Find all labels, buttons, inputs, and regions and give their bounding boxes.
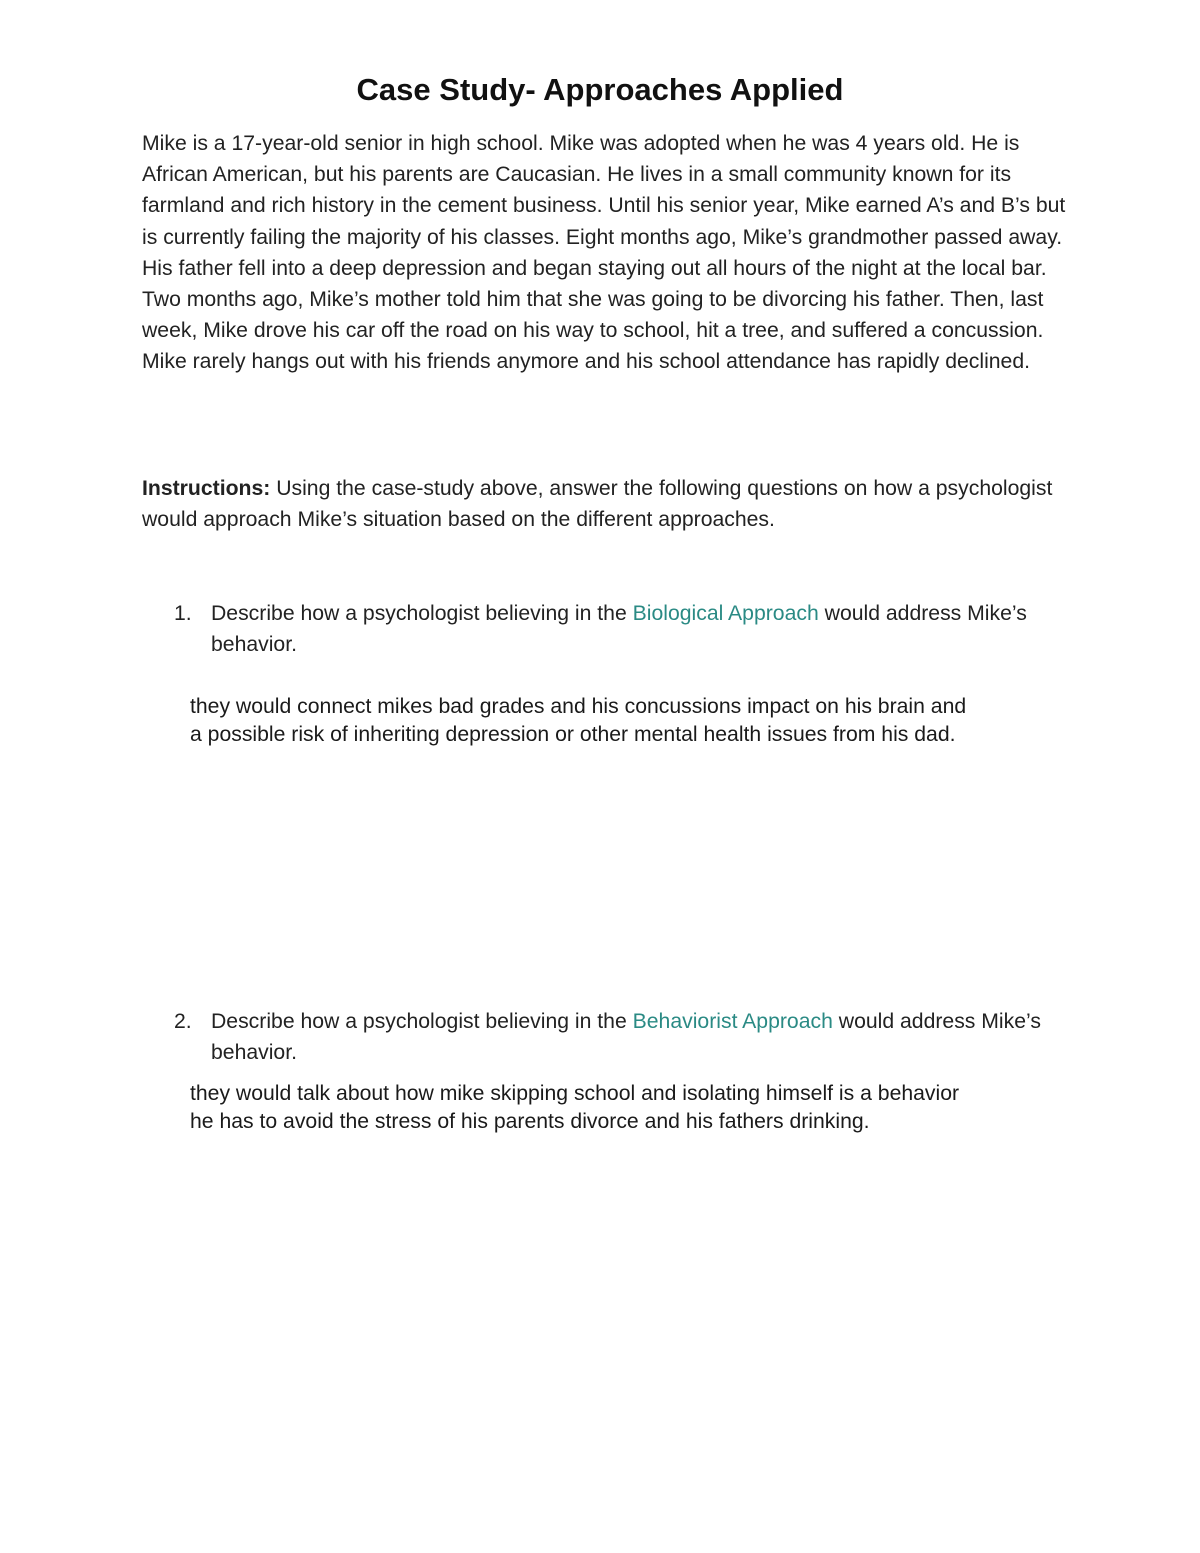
answer-1: they would connect mikes bad grades and his concussions impact on his brain and a possible risk of inheriting depression or other mental health issues from his dad. — [190, 695, 967, 746]
case-study-paragraph: Mike is a 17-year-old senior in high school. Mike was adopted when he was 4 years old. He is African American, but his parents are Caucasian. He lives in a small community known for its farmland and rich history in the cement business. Until his senior year, Mike earned A’s and B’s but is currently failing the majority of his classes. Eight months ago, Mike’s grandmother passed away. His father fell into a deep depression and began staying out all hours of the night at the local bar. Two months ago, Mike’s mother told him that she was going to be divorcing his father. Then, last week, Mike drove his car off the road on his way to school, hit a tree, and suffered a concussion. Mike rarely hangs out with his friends anymore and his school attendance has rapidly declined. — [142, 132, 1066, 374]
question-2 — [174, 1006, 1074, 1068]
document-title: Case Study- Approaches Applied — [356, 72, 844, 107]
answer-2: they would talk about how mike skipping school and isolating himself is a behavior he has to avoid the stress of his parents divorce and his fathers drinking. — [190, 1082, 960, 1133]
question-2-text — [211, 1006, 1074, 1068]
question-2-suffix: would address Mike’s behavior. — [211, 1010, 1041, 1065]
question-1-text — [211, 598, 1074, 660]
question-2-approach: Behaviorist Approach — [632, 1010, 833, 1033]
question-2-number: 2. — [174, 1010, 192, 1033]
instructions-label: Instructions: — [142, 477, 271, 500]
question-1-number: 1. — [174, 602, 192, 625]
question-1-suffix: would address Mike’s behavior. — [211, 602, 1027, 657]
question-1 — [174, 598, 1074, 660]
instructions-paragraph — [142, 473, 1082, 535]
question-1-prefix: Describe how a psychologist believing in the — [211, 602, 633, 625]
instructions-text: Using the case-study above, answer the following questions on how a psychologist would approach Mike’s situation based on the different approaches. — [142, 477, 1053, 532]
question-1-approach: Biological Approach — [632, 602, 819, 625]
question-2-prefix: Describe how a psychologist believing in the — [211, 1010, 633, 1033]
